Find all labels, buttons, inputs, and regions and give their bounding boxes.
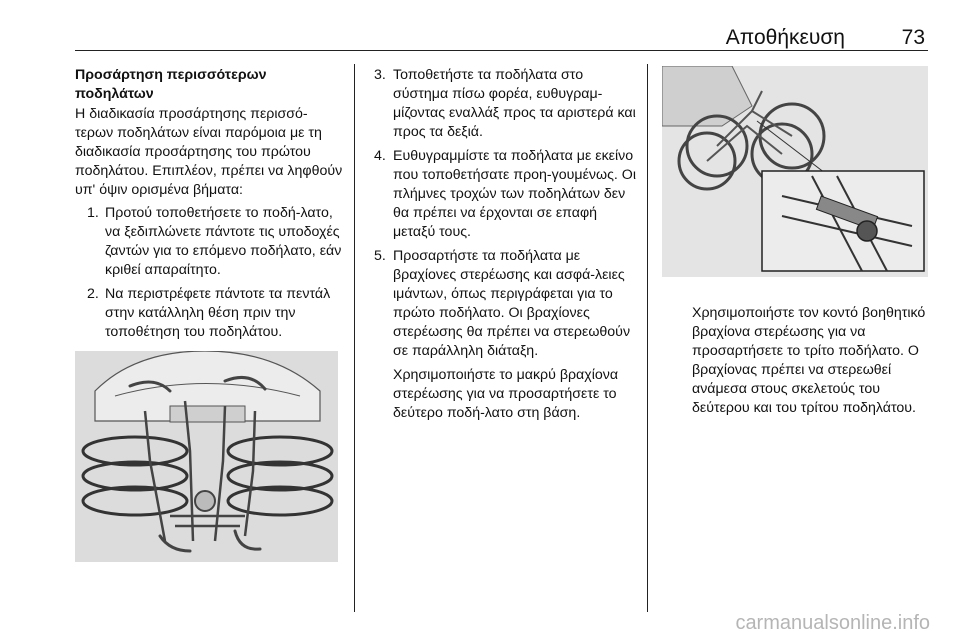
bike-carrier-drawing — [75, 351, 338, 562]
step-item — [374, 147, 639, 242]
section-heading — [75, 66, 345, 104]
steps-list-1 — [75, 204, 345, 342]
section-heading-line1: Προσάρτηση περισσότερων — [75, 67, 267, 83]
bike-side-drawing — [662, 66, 928, 277]
bike-side-view-illustration — [662, 66, 928, 277]
steps-list-2 — [374, 66, 639, 361]
step-number: 1. — [87, 205, 99, 221]
bike-carrier-rear-illustration — [75, 351, 338, 562]
figure-caption: Χρησιμοποιήστε τον κοντό βοηθητικό βραχίονα στερέωσης για να προσαρτήσετε το τρίτο ποδήλατο. Ο βραχίονας πρέπει να στερεωθεί ανάμεσα στους σκελετούς του δεύτερου και του τρίτου ποδηλάτου. — [692, 305, 926, 416]
step-number: 5. — [374, 248, 386, 264]
step-number: 2. — [87, 286, 99, 302]
step-text: Τοποθετήστε τα ποδήλατα στο σύστημα πίσω φορέα, ευθυγραμ-μίζοντας εναλλάξ προς τα αριστερά και προς τα δεξιά. — [393, 67, 636, 140]
column-1 — [75, 66, 345, 347]
column-divider-2 — [647, 64, 648, 612]
section-heading-line2: ποδηλάτων — [75, 86, 154, 102]
step-item — [75, 204, 345, 280]
intro-paragraph: Η διαδικασία προσάρτησης περισσό-τερων ποδηλάτων είναι παρόμοια με τη διαδικασία προσάρτησης του πρώτου ποδηλάτου. Επιπλέον, πρέπει να ληφθούν υπ' όψιν ορισμένα βήματα: — [75, 106, 343, 198]
step-text: Προτού τοποθετήσετε το ποδή-λατο, να ξεδιπλώνετε πάντοτε τις υποδοχές ζαντών για το επόμενο ποδήλατο, εάν κριθεί απαραίτητο. — [105, 205, 342, 278]
column-divider-1 — [354, 64, 355, 612]
step-item — [374, 66, 639, 142]
step-text: Προσαρτήστε τα ποδήλατα με βραχίονες στερέωσης και ασφά-λειες ιμάντων, όπως περιγράφεται για το πρώτο ποδήλατο. Οι βραχίονες στερέωσης θα πρέπει να στερεωθούν σε παράλληλη διάταξη. — [393, 248, 631, 359]
step-text: Ευθυγραμμίστε τα ποδήλατα με εκείνο που τοποθετήσατε προη-γουμένως. Οι πλήμνες τροχών των ποδηλάτων δεν θα πρέπει να έρχονται σε επαφή μεταξύ τους. — [393, 148, 636, 240]
extra-paragraph: Χρησιμοποιήστε το μακρύ βραχίονα στερέωσης για να προσαρτήσετε το δεύτερο ποδή-λατο στη βάση. — [393, 367, 619, 421]
step-text: Να περιστρέφετε πάντοτε τα πεντάλ στην κατάλληλη θέση πριν την τοποθέτηση του ποδηλάτου. — [105, 286, 331, 340]
column-2 — [374, 66, 639, 427]
step-number: 3. — [374, 67, 386, 83]
page-number: 73 — [901, 26, 925, 49]
page-header-title: Αποθήκευση — [725, 26, 845, 49]
step-item — [374, 247, 639, 361]
step-number: 4. — [374, 148, 386, 164]
watermark: carmanualsonline.info — [735, 612, 930, 634]
step-item — [75, 285, 345, 342]
header-rule — [75, 50, 928, 51]
